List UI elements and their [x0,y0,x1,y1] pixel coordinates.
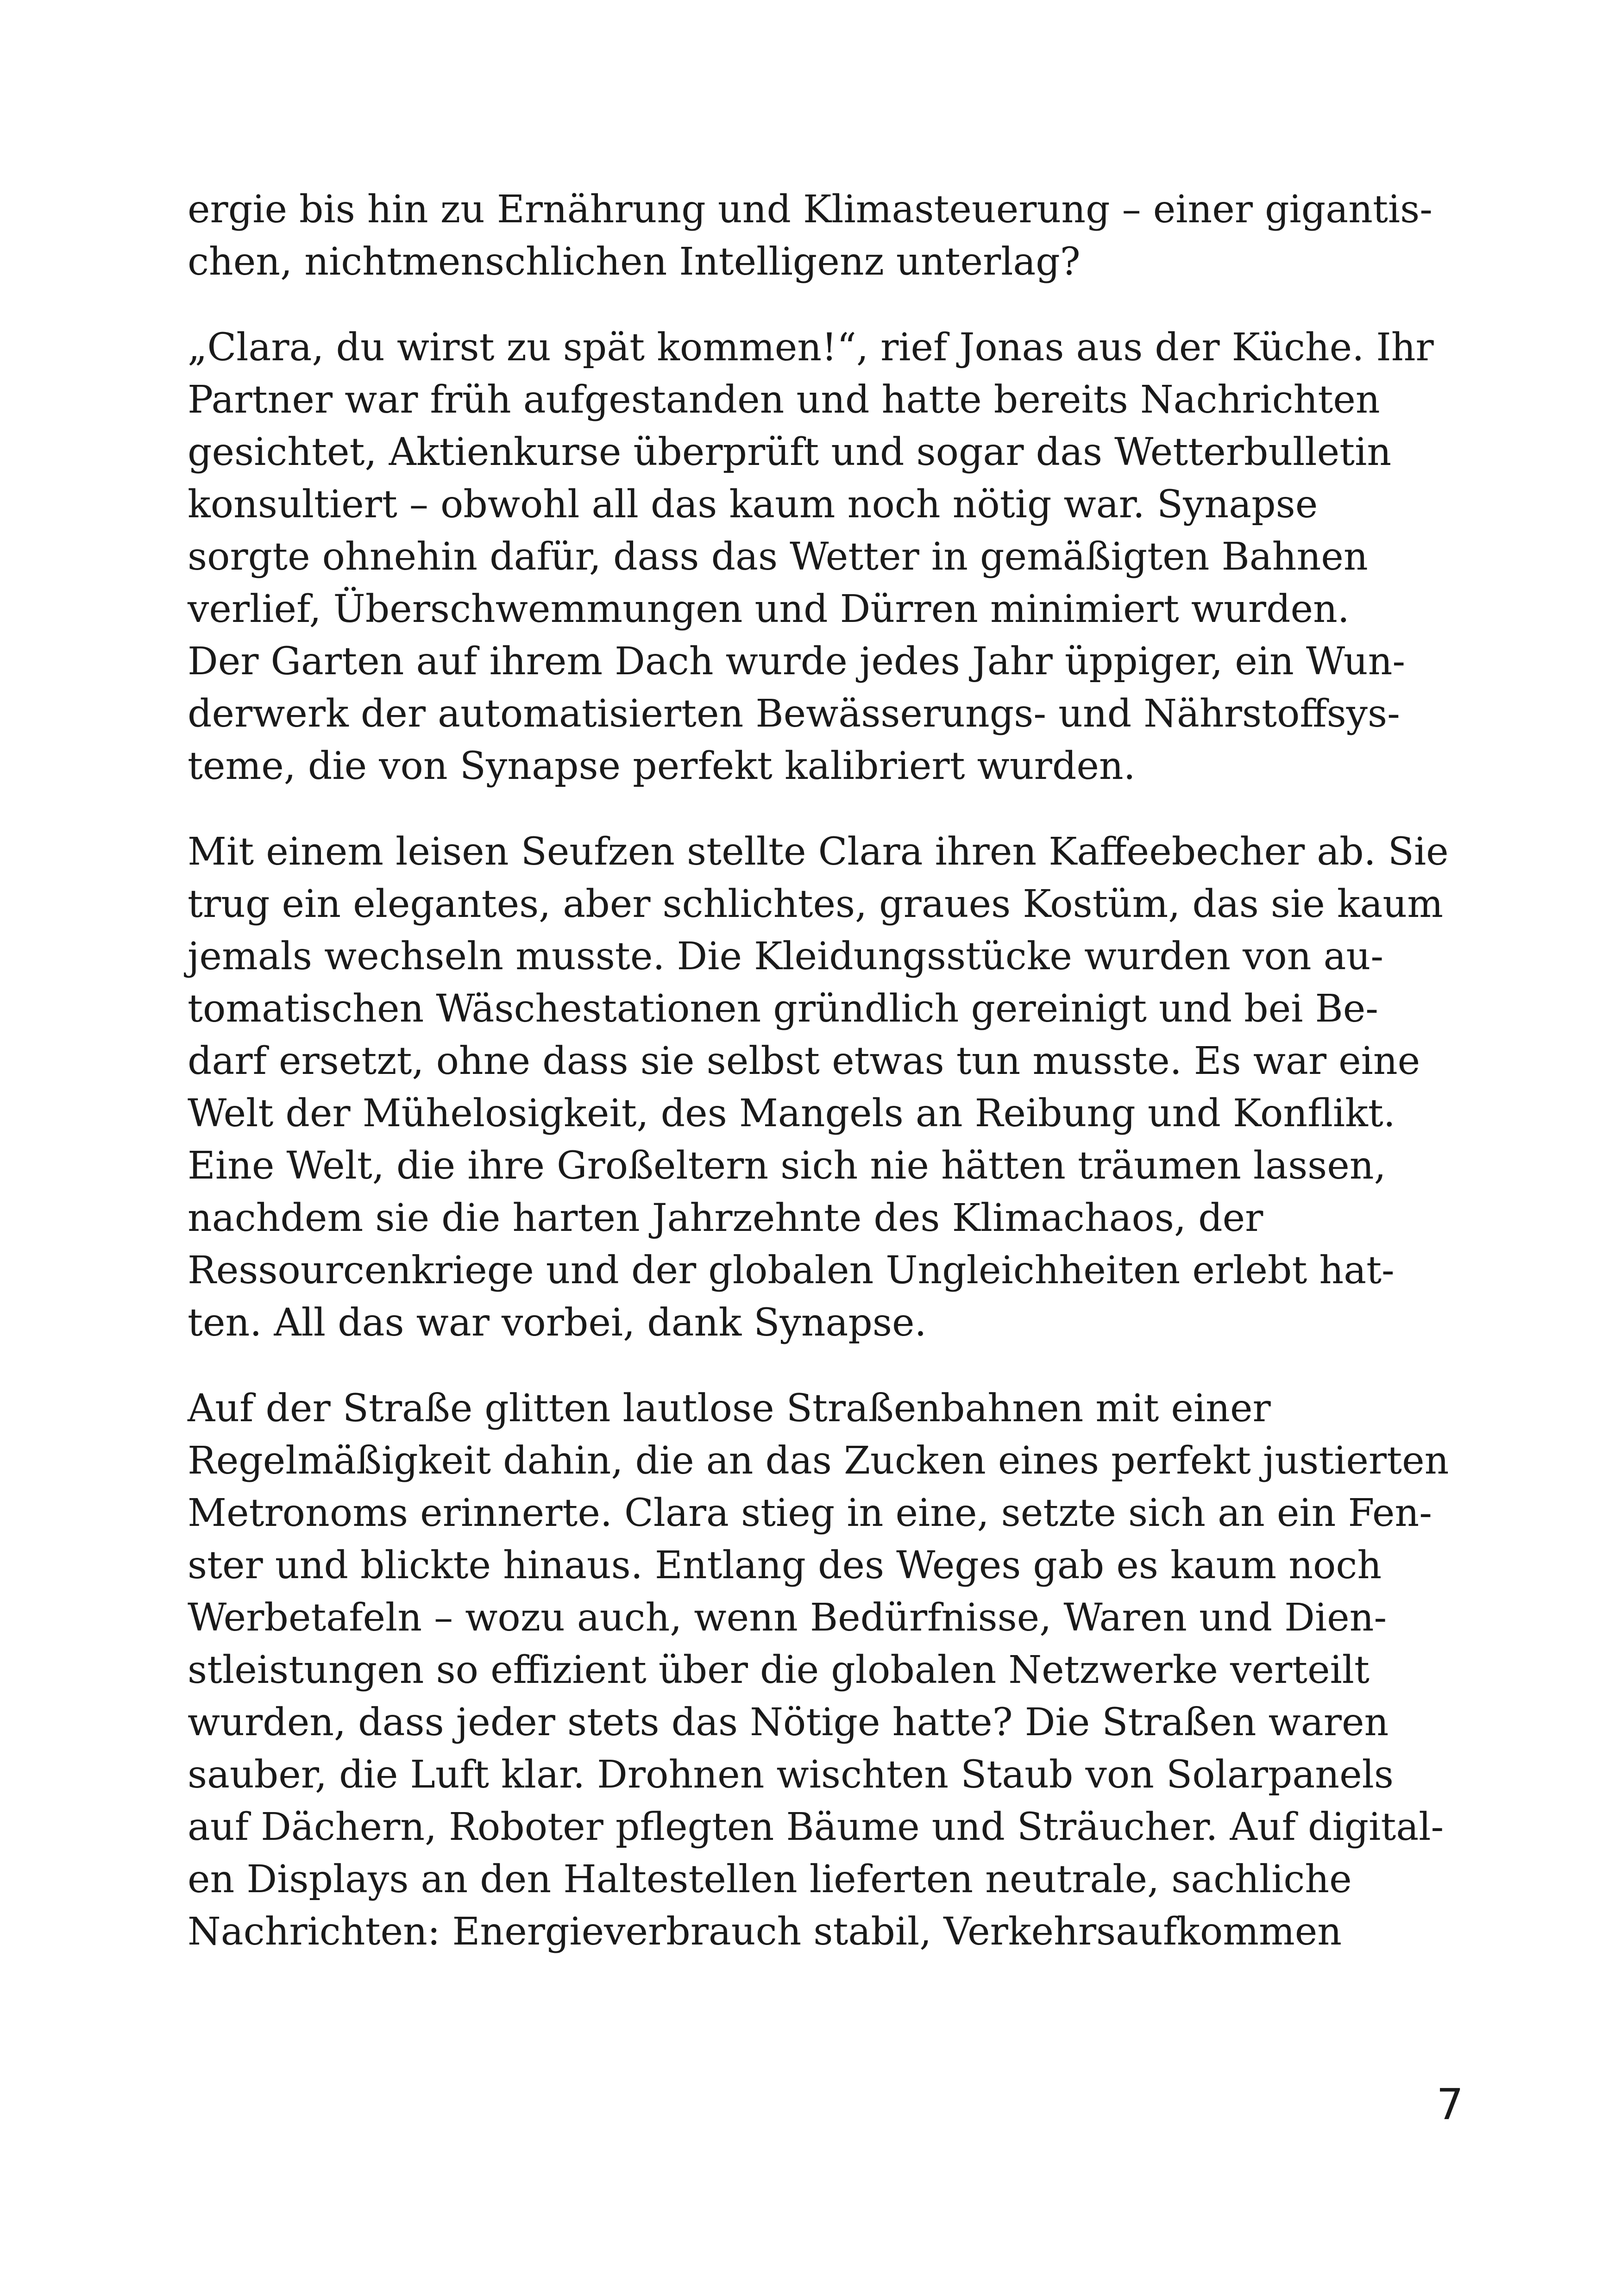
text-line: „Clara, du wirst zu spät kommen!“, rief Jonas aus der Küche. Ihr [188,326,1434,370]
text-line: auf Dächern, Roboter pflegten Bäume und Sträucher. Auf digital- [188,1805,1444,1849]
text-line: ster und blickte hinaus. Entlang des Weges gab es kaum noch [188,1543,1382,1587]
text-line: Nachrichten: Energieverbrauch stabil, Verkehrsaufkommen [188,1910,1342,1954]
text-line: derwerk der automatisierten Bewässerungs- und Nährstoffsys- [188,692,1400,736]
text-line: wurden, dass jeder stets das Nötige hatte? Die Straßen waren [188,1700,1389,1744]
text-line: darf ersetzt, ohne dass sie selbst etwas tun musste. Es war eine [188,1039,1420,1083]
text-line: chen, nichtmenschlichen Intelligenz unterlag? [188,240,1081,284]
text-line: Mit einem leisen Seufzen stellte Clara ihren Kaffeebecher ab. Sie [188,830,1449,874]
text-line: Welt der Mühelosigkeit, des Mangels an Reibung und Konflikt. [188,1092,1395,1135]
text-line: Eine Welt, die ihre Großeltern sich nie hätten träumen lassen, [188,1144,1386,1188]
text-line: Auf der Straße glitten lautlose Straßenbahnen mit einer [188,1386,1271,1430]
text-line: Metronoms erinnerte. Clara stieg in eine, setzte sich an ein Fen- [188,1491,1432,1535]
text-line: nachdem sie die harten Jahrzehnte des Klimachaos, der [188,1196,1263,1240]
text-line: ergie bis hin zu Ernährung und Klimasteuerung – einer gigantis- [188,188,1433,232]
text-line: jemals wechseln musste. Die Kleidungsstücke wurden von au- [188,935,1384,979]
text-line: stleistungen so effizient über die globalen Netzwerke verteilt [188,1648,1370,1692]
text-line: ten. All das war vorbei, dank Synapse. [188,1301,927,1345]
text-line: Regelmäßigkeit dahin, die an das Zucken eines perfekt justierten [188,1439,1449,1483]
text-line: sorgte ohnehin dafür, dass das Wetter in gemäßigten Bahnen [188,535,1368,579]
text-line: Partner war früh aufgestanden und hatte bereits Nachrichten [188,378,1380,422]
text-line: verlief, Überschwemmungen und Dürren minimiert wurden. [188,587,1350,631]
text-line: sauber, die Luft klar. Drohnen wischten Staub von Solarpanels [188,1753,1394,1797]
text-line: Der Garten auf ihrem Dach wurde jedes Jahr üppiger, ein Wun- [188,640,1406,684]
text-line: Ressourcenkriege und der globalen Ungleichheiten erlebt hat- [188,1248,1395,1292]
body-text [188,183,1452,1991]
paragraph [188,826,1452,1349]
text-line: gesichtet, Aktienkurse überprüft und sogar das Wetterbulletin [188,430,1392,474]
text-line: trug ein elegantes, aber schlichtes, graues Kostüm, das sie kaum [188,882,1443,926]
page-number: 7 [1436,2080,1464,2129]
text-line: en Displays an den Haltestellen lieferten neutrale, sachliche [188,1857,1352,1901]
text-line: Werbetafeln – wozu auch, wenn Bedürfnisse, Waren und Dien- [188,1596,1387,1640]
text-line: tomatischen Wäschestationen gründlich gereinigt und bei Be- [188,987,1378,1031]
paragraph [188,1382,1452,1958]
paragraph [188,183,1452,288]
paragraph [188,321,1452,792]
text-line: teme, die von Synapse perfekt kalibriert wurden. [188,744,1136,788]
text-line: konsultiert – obwohl all das kaum noch nötig war. Synapse [188,483,1318,527]
